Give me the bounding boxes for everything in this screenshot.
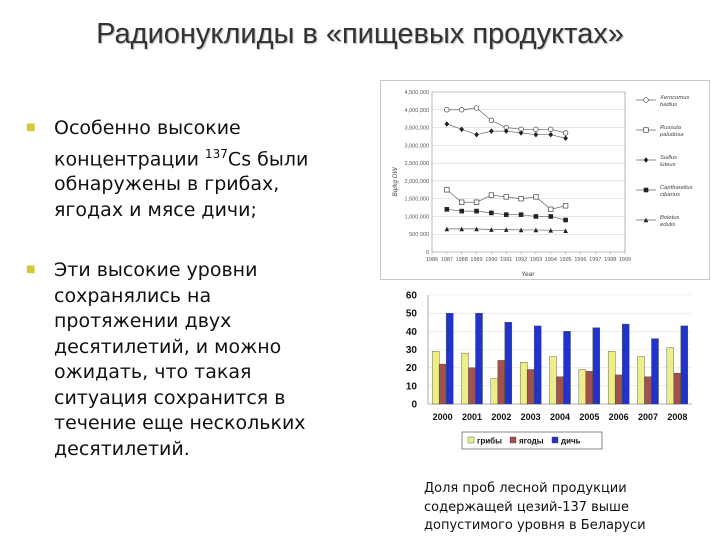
bullet-2-line: Эти высокие уровни — [54, 259, 258, 281]
bar — [520, 362, 527, 404]
bar — [564, 331, 571, 404]
bar — [476, 313, 483, 404]
legend-swatch — [552, 437, 558, 443]
slide-title: Радионуклиды в «пищевых продуктах» — [96, 18, 624, 50]
bullet-2-line: течение еще нескольких — [54, 412, 306, 434]
legend-label: Russula — [660, 125, 681, 131]
legend-label: luteus — [660, 162, 676, 168]
plot-area — [432, 92, 625, 252]
y-tick-label: 4,500,000 — [404, 90, 429, 96]
bar — [432, 351, 439, 404]
bullet-1-line: Особенно высокие — [54, 117, 241, 139]
bar — [505, 322, 512, 404]
y-tick-label: 4,000,000 — [404, 107, 429, 114]
x-tick-label: 1993 — [529, 257, 543, 263]
x-tick-label: 1994 — [544, 257, 557, 263]
bullet-2-line: сохранялись на — [54, 284, 212, 307]
legend-label: edulis — [660, 222, 676, 228]
x-tick-label: 2008 — [667, 412, 688, 422]
bullet-2-line: протяжении двух — [54, 310, 232, 332]
line-chart — [380, 80, 710, 280]
x-tick-label: 1987 — [440, 257, 453, 263]
data-point — [548, 207, 553, 212]
x-tick-label: 1991 — [500, 257, 513, 263]
data-point — [563, 218, 568, 223]
y-tick-label: 20 — [405, 363, 417, 375]
legend-label: paludosa — [660, 132, 684, 138]
bullet-marker: ■ — [26, 264, 36, 275]
x-axis-label: Year — [521, 271, 535, 278]
legend-label: badius — [660, 102, 678, 108]
data-point — [563, 135, 568, 141]
x-tick-label: 1997 — [589, 257, 602, 263]
y-tick-label: 10 — [405, 381, 417, 393]
bar — [534, 326, 541, 404]
caption-line: содержащей цезий-137 выше — [424, 499, 629, 515]
data-point — [474, 200, 479, 205]
bar — [527, 369, 534, 404]
bar — [593, 328, 600, 404]
bar — [608, 351, 615, 404]
legend-label: дичь — [561, 436, 581, 446]
data-point — [445, 187, 450, 192]
legend-swatch — [468, 437, 474, 443]
bar — [681, 326, 688, 404]
y-tick-label: 3,000,000 — [404, 143, 429, 150]
bullet-2-line: ожидать, что такая — [54, 361, 252, 383]
y-tick-label: 1,500,000 — [404, 196, 429, 203]
data-point — [644, 157, 649, 163]
bar — [652, 339, 659, 404]
legend-label: Suillus — [660, 155, 678, 161]
bar — [462, 353, 469, 404]
data-point — [489, 128, 494, 134]
legend-swatch — [510, 437, 516, 443]
bar — [638, 357, 645, 404]
bar — [550, 357, 557, 404]
bar-chart — [392, 283, 702, 458]
legend-label: ягоды — [519, 436, 544, 446]
data-point — [504, 195, 509, 200]
x-tick-label: 2007 — [637, 412, 659, 422]
data-point — [548, 132, 553, 138]
bullet-2-line: десятилетий, и можно — [54, 335, 282, 358]
data-point — [474, 209, 479, 214]
data-point — [534, 214, 539, 219]
bar — [469, 368, 476, 404]
bullet-2-line: ситуация сохранится в — [54, 386, 286, 409]
caption-line: Доля проб лесной продукции — [424, 481, 627, 496]
chart-caption — [424, 480, 714, 536]
x-tick-label: 1986 — [425, 257, 439, 263]
bullet-1-line: концентрации $^{137}$Cs были — [54, 146, 309, 170]
y-axis-label: Bq/kg DW — [392, 167, 399, 197]
bullet-1-line: ягодах и мясе дичи; — [54, 198, 257, 221]
x-tick-label: 2000 — [432, 412, 453, 422]
bullet-1-text — [54, 116, 308, 223]
bar — [622, 324, 629, 404]
data-point — [489, 118, 494, 123]
bar — [446, 313, 453, 404]
data-point — [563, 203, 568, 208]
x-tick-label: 1996 — [574, 257, 587, 263]
x-tick-label: 2003 — [520, 412, 541, 422]
data-point — [474, 132, 479, 138]
bar — [586, 371, 593, 404]
data-point — [548, 127, 553, 132]
x-tick-label: 1992 — [514, 257, 528, 263]
data-point — [459, 200, 464, 205]
x-tick-label: 2001 — [461, 412, 483, 422]
x-tick-label: 2004 — [549, 412, 571, 422]
data-point — [504, 212, 509, 217]
data-point — [489, 193, 494, 198]
y-tick-label: 0 — [425, 250, 429, 256]
x-tick-label: 2005 — [579, 412, 600, 422]
data-point — [459, 209, 464, 214]
bar — [557, 377, 564, 404]
data-point — [445, 121, 450, 127]
legend-label: грибы — [477, 436, 502, 446]
isotope-superscript: 137 — [205, 146, 228, 161]
data-point — [548, 214, 553, 219]
data-point — [644, 98, 649, 103]
y-tick-label: 40 — [405, 326, 417, 338]
data-point — [445, 107, 450, 112]
data-point — [534, 132, 539, 138]
y-tick-label: 2,500,000 — [404, 161, 429, 168]
legend-label: Cantharellus — [660, 185, 693, 191]
data-point — [489, 211, 494, 216]
bullet-2-line: десятилетий. — [54, 437, 190, 460]
y-tick-label: 500 000 — [409, 232, 429, 239]
bar — [667, 348, 674, 404]
y-tick-label: 3,500,000 — [404, 125, 429, 132]
bar — [615, 375, 622, 404]
y-tick-label: 0 — [411, 399, 417, 411]
legend-label: cibarius — [660, 192, 680, 198]
bullet-marker: ■ — [26, 122, 36, 133]
bar — [579, 369, 586, 404]
y-tick-label: 60 — [405, 290, 417, 302]
bullet-2-text — [54, 258, 306, 462]
bar — [439, 364, 446, 404]
y-tick-label: 30 — [405, 345, 417, 356]
x-tick-label: 1995 — [559, 257, 572, 263]
data-point — [534, 195, 539, 200]
bar — [498, 360, 505, 404]
x-tick-label: 1990 — [485, 257, 498, 263]
x-tick-label: 1999 — [618, 257, 632, 263]
data-point — [644, 188, 649, 193]
y-tick-label: 2,000,000 — [404, 178, 429, 185]
bar — [491, 379, 498, 404]
y-tick-label: 1,000,000 — [404, 214, 429, 221]
data-point — [445, 207, 450, 212]
bar — [674, 373, 681, 404]
x-tick-label: 2006 — [608, 412, 629, 422]
data-point — [459, 107, 464, 112]
x-tick-label: 1989 — [470, 257, 483, 263]
legend-label: Boletus — [660, 215, 680, 221]
data-point — [519, 212, 524, 217]
y-tick-label: 50 — [405, 308, 417, 320]
caption-line: допустимого уровня в Беларуси — [424, 518, 646, 533]
bullet-1-line: обнаружены в грибах, — [54, 173, 280, 196]
data-point — [534, 127, 539, 132]
data-point — [644, 128, 649, 133]
data-point — [474, 106, 479, 111]
bar — [645, 377, 652, 404]
data-point — [519, 196, 524, 201]
x-tick-label: 2002 — [491, 412, 512, 422]
x-tick-label: 1988 — [455, 257, 468, 263]
data-point — [563, 131, 568, 136]
legend-label: Xerocomus — [660, 95, 690, 101]
x-tick-label: 1998 — [604, 257, 617, 263]
series-line — [447, 190, 566, 210]
